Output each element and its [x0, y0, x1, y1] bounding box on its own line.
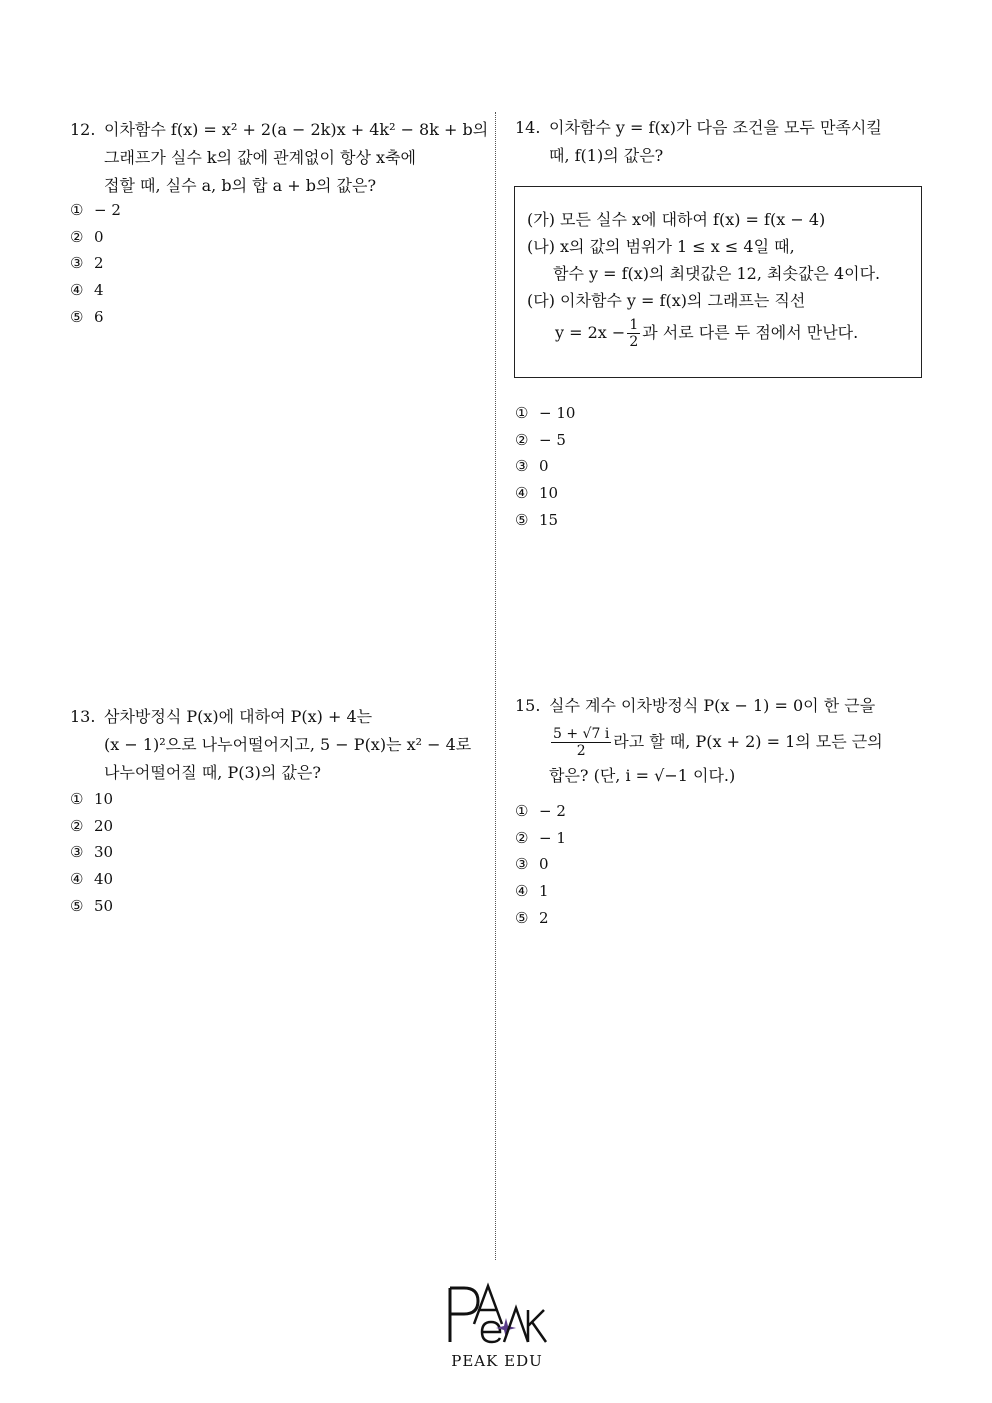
question-text-line: 나누어떨어질 때, P(3)의 값은?: [104, 763, 321, 782]
question-number: 13.: [70, 707, 96, 726]
choice-2[interactable]: ② − 1: [515, 828, 566, 847]
question-13: [70, 703, 480, 787]
choice-2[interactable]: ② 20: [70, 816, 114, 835]
choice-4[interactable]: ④ 10: [515, 484, 559, 503]
choice-1[interactable]: ① − 10: [515, 404, 576, 422]
condition-b-line2: 함수 y = f(x)의 최댓값은 12, 최솟값은 4이다.: [553, 264, 881, 283]
question-text-line: 이차함수 y = f(x)가 다음 조건을 모두 만족시킬: [549, 118, 882, 137]
question-15: [515, 692, 925, 790]
condition-b-line1: (나) x의 값의 범위가 1 ≤ x ≤ 4일 때,: [527, 237, 795, 256]
question-12: [70, 116, 489, 200]
question-number: 14.: [515, 118, 541, 137]
question-number: 15.: [515, 696, 541, 715]
choice-4[interactable]: ④ 1: [515, 882, 549, 901]
question-text-line: 이차함수 f(x) = x² + 2(a − 2k)x + 4k² − 8k + b의: [104, 120, 489, 139]
choices-12: [70, 197, 121, 330]
question-text-line: 접할 때, 실수 a, b의 합 a + b의 값은?: [104, 176, 377, 195]
column-divider: [495, 112, 496, 1260]
choice-5[interactable]: ⑤ 15: [515, 510, 559, 529]
question-text-line: 합은? (단, i = √−1 이다.): [549, 766, 736, 785]
choice-4[interactable]: ④ 40: [70, 870, 114, 889]
condition-c-line1: (다) 이차함수 y = f(x)의 그래프는 직선: [527, 291, 806, 310]
question-text-line: 때, f(1)의 값은?: [549, 146, 664, 165]
conditions-box: [514, 186, 922, 378]
choice-3[interactable]: ③ 30: [70, 843, 114, 862]
choice-1[interactable]: ① − 2: [70, 201, 121, 219]
question-text-line: 실수 계수 이차방정식 P(x − 1) = 0이 한 근을: [549, 696, 876, 715]
fraction: $\frac{5 + √7 i}{2}$: [553, 726, 610, 759]
choice-1[interactable]: ① 10: [70, 790, 114, 808]
condition-a: (가) 모든 실수 x에 대하여 f(x) = f(x − 4): [527, 210, 826, 229]
condition-c-line2: y = 2x − $\frac{1}{2}$ 과 서로 다른 두 점에서 만난다.: [555, 317, 859, 350]
question-text-line: (x − 1)²으로 나누어떨어지고, 5 − P(x)는 x² − 4로: [104, 735, 472, 754]
choice-4[interactable]: ④ 4: [70, 281, 104, 300]
question-text-line: 라고 할 때, P(x + 2) = 1의 모든 근의: [613, 732, 883, 751]
choice-3[interactable]: ③ 2: [70, 254, 104, 273]
choice-5[interactable]: ⑤ 2: [515, 908, 549, 927]
question-text-line: 그래프가 실수 k의 값에 관계없이 항상 x축에: [104, 148, 416, 167]
fraction: $\frac{1}{2}$: [629, 317, 639, 350]
choice-5[interactable]: ⑤ 50: [70, 896, 114, 915]
choice-2[interactable]: ② 0: [70, 227, 104, 246]
question-text-line: 삼차방정식 P(x)에 대하여 P(x) + 4는: [104, 707, 373, 726]
logo-text: PEAK EDU: [451, 1352, 543, 1370]
choice-5[interactable]: ⑤ 6: [70, 307, 104, 326]
choices-14: [515, 400, 575, 533]
choice-3[interactable]: ③ 0: [515, 855, 549, 874]
question-14: [515, 114, 925, 170]
choice-2[interactable]: ② − 5: [515, 430, 566, 449]
choice-3[interactable]: ③ 0: [515, 457, 549, 476]
choices-13: [70, 786, 113, 919]
question-number: 12.: [70, 120, 96, 139]
choices-15: [515, 798, 566, 931]
choice-1[interactable]: ① − 2: [515, 802, 566, 820]
